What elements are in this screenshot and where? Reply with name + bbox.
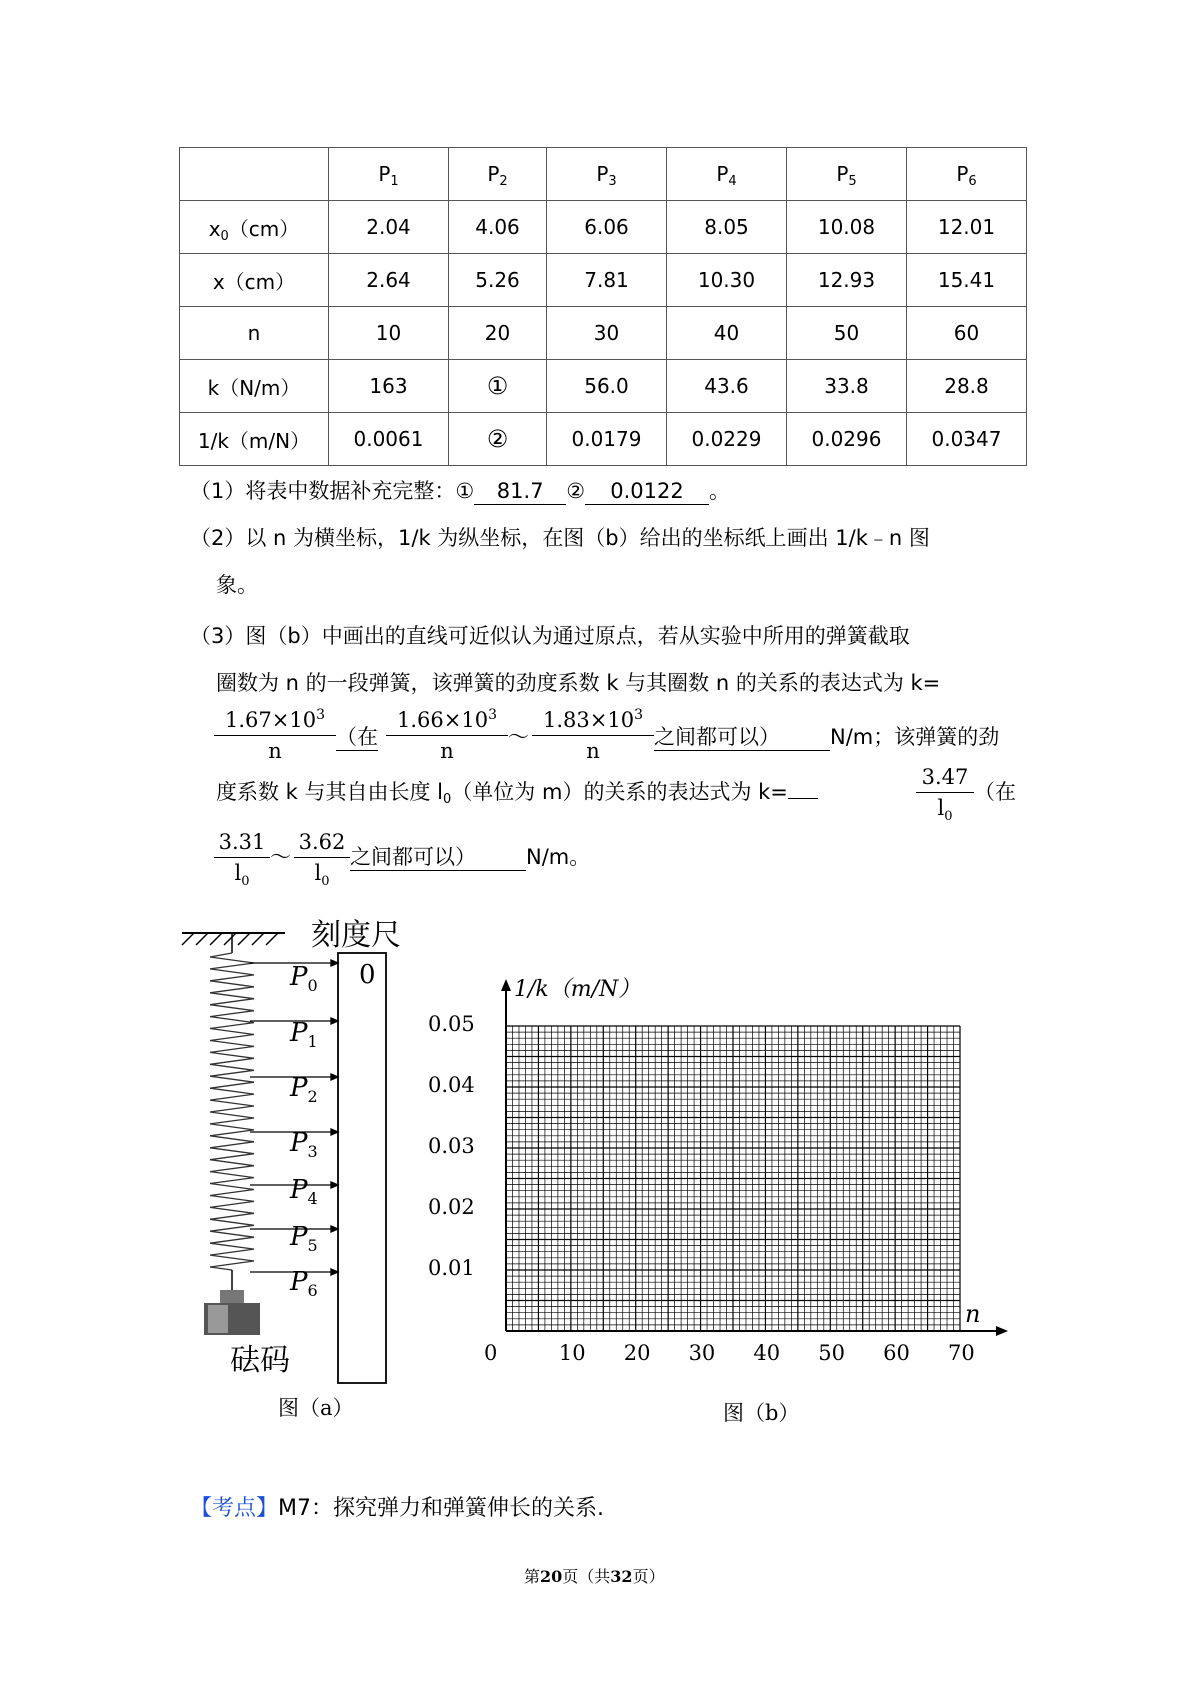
page-number: 20 — [540, 1567, 563, 1586]
x-tick-label: 30 — [688, 1341, 716, 1365]
table-cell: 30 — [547, 307, 667, 360]
tilde-2: ～ — [270, 845, 291, 869]
page-total: 32 — [610, 1567, 633, 1586]
row-label: x（cm） — [180, 254, 329, 307]
x-tick-label: 20 — [623, 1341, 651, 1365]
fraction-numerator: 3.31 — [218, 830, 266, 854]
between-text-1 — [654, 722, 999, 752]
unit-text-2: N/m。 — [526, 845, 591, 869]
row-label: k（N/m） — [180, 360, 329, 413]
table-cell: 10.08 — [787, 201, 907, 254]
table-cell: ② — [449, 413, 547, 466]
between-text: 之间都可以） — [654, 724, 830, 751]
between-text-2: 之间都可以） — [350, 844, 526, 871]
table-header-cell: $P_6$ — [907, 148, 1027, 201]
kaodian-tag: 【考点】 — [190, 1496, 279, 1521]
fraction-k-l0 — [916, 764, 974, 824]
q1-suffix: 。 — [709, 479, 731, 503]
q1-prefix: （1）将表中数据补充完整：① — [190, 479, 475, 503]
unit-text: N/m；该弹簧的劲 — [830, 725, 1000, 749]
question-3-line-4 — [216, 777, 818, 807]
row-label: $x_0(cm)$ — [180, 201, 329, 254]
fraction-numerator: 1.83×10 — [543, 708, 635, 732]
fraction-denominator: n — [440, 739, 454, 763]
ruler-label: 刻度尺 — [311, 918, 401, 953]
table-cell: 0.0347 — [907, 413, 1027, 466]
table-header-cell — [180, 148, 329, 201]
x-tick-label: 50 — [818, 1341, 846, 1365]
table-header-cell: $P_5$ — [787, 148, 907, 201]
exponent: 3 — [316, 707, 325, 723]
table-cell: 5.26 — [449, 254, 547, 307]
kaodian-text: M7：探究弹力和弹簧伸长的关系. — [278, 1496, 604, 1521]
x-tick-label: 10 — [558, 1341, 586, 1365]
point-label-p2: $P_2$ — [290, 1073, 318, 1106]
q1-answer-2: 0.0122 — [585, 478, 709, 505]
table-header-cell: $P_3$ — [547, 148, 667, 201]
table-cell: 163 — [329, 360, 449, 413]
figure-a-caption: 图（a） — [278, 1396, 354, 1420]
fraction-denominator: l — [314, 861, 322, 885]
table-cell: 2.64 — [329, 254, 449, 307]
data-table — [179, 147, 1027, 466]
table-row — [180, 360, 1027, 413]
between-text-2-line — [350, 842, 590, 872]
line-4-text: 度系数 k 与其自由长度 l — [216, 780, 444, 804]
x-tick-label: 60 — [883, 1341, 910, 1365]
table-header-row — [180, 148, 1027, 201]
table-cell: 0.0229 — [667, 413, 787, 466]
table-row — [180, 201, 1027, 254]
question-1 — [190, 476, 730, 506]
table-cell: 33.8 — [787, 360, 907, 413]
fraction-denominator: l — [937, 796, 945, 820]
x-tick-label: 40 — [753, 1341, 781, 1365]
fraction-numerator: 3.47 — [921, 765, 969, 789]
exponent: 3 — [488, 707, 497, 723]
figure-b-graph — [430, 975, 1010, 1355]
table-cell: 7.81 — [547, 254, 667, 307]
x-tick-label: 70 — [948, 1341, 975, 1365]
fraction-numerator: 1.66×10 — [397, 708, 489, 732]
table-cell: ① — [449, 360, 547, 413]
table-cell: 0.0179 — [547, 413, 667, 466]
fraction-denominator: l — [234, 861, 242, 885]
x-axis-label: n — [965, 1300, 981, 1328]
x-axis-arrow — [996, 1326, 1008, 1336]
page-footer: 第20页（共32页） — [524, 1567, 665, 1586]
fraction-denominator: n — [586, 739, 600, 763]
table-cell: 8.05 — [667, 201, 787, 254]
figure-b-caption: 图（b） — [723, 1401, 800, 1425]
y-axis-label: 1/k（m/N） — [514, 977, 641, 1002]
point-label-p0: $P_0$ — [290, 962, 318, 995]
table-cell: 50 — [787, 307, 907, 360]
table-header-cell: $P_2$ — [449, 148, 547, 201]
subscript: 0 — [944, 809, 953, 824]
point-label-p1: $P_1$ — [290, 1018, 318, 1051]
table-cell: 28.8 — [907, 360, 1027, 413]
table-header-cell: $P_1$ — [329, 148, 449, 201]
table-cell: 2.04 — [329, 201, 449, 254]
paren-open-2: （在 — [974, 780, 1016, 804]
subscript: 0 — [241, 874, 250, 889]
table-cell: 56.0 — [547, 360, 667, 413]
y-tick-label: 0.01 — [428, 1256, 475, 1280]
fraction-k-n — [214, 707, 336, 764]
table-row — [180, 413, 1027, 466]
fraction-k-n-lower — [386, 707, 508, 764]
table-cell: 15.41 — [907, 254, 1027, 307]
y-tick-label: 0.05 — [428, 1012, 475, 1036]
line-4-rest: （单位为 m）的关系的表达式为 k= — [451, 780, 788, 804]
exponent: 3 — [634, 707, 643, 723]
table-cell: 12.93 — [787, 254, 907, 307]
table-cell: 12.01 — [907, 201, 1027, 254]
subscript: 0 — [321, 874, 330, 889]
point-label-p4: $P_4$ — [290, 1175, 318, 1208]
table-cell: 10.30 — [667, 254, 787, 307]
ruler-zero-label: 0 — [359, 960, 376, 990]
kaodian — [190, 1494, 604, 1524]
paren-open-text: （在 — [336, 725, 378, 749]
table-cell: 43.6 — [667, 360, 787, 413]
fraction-k-n-upper — [532, 707, 654, 764]
point-label-p6: $P_6$ — [290, 1267, 318, 1300]
y-tick-label: 0.04 — [428, 1073, 475, 1097]
table-cell: 10 — [329, 307, 449, 360]
table-cell: 60 — [907, 307, 1027, 360]
table-header-cell: $P_4$ — [667, 148, 787, 201]
weight-label: 砝码 — [230, 1343, 290, 1378]
fraction-numerator: 1.67×10 — [225, 708, 317, 732]
table-cell: 20 — [449, 307, 547, 360]
y-tick-label: 0.02 — [428, 1195, 475, 1219]
table-cell: 40 — [667, 307, 787, 360]
point-label-p3: $P_3$ — [290, 1128, 318, 1161]
tilde: ～ — [508, 725, 529, 749]
table-cell: 4.06 — [449, 201, 547, 254]
q1-mid: ② — [566, 479, 586, 503]
q1-answer-1: 81.7 — [474, 478, 566, 505]
y-axis-arrow — [501, 979, 511, 991]
y-tick-label: 0.03 — [428, 1134, 475, 1158]
fraction-k-l0-upper — [294, 829, 350, 889]
point-label-p5: $P_5$ — [290, 1222, 318, 1255]
question-3-line-1: （3）图（b）中画出的直线可近似认为通过原点，若从实验中所用的弹簧截取 — [190, 624, 910, 648]
question-2-line-1: （2）以 n 为横坐标，1/k 为纵坐标，在图（b）给出的坐标纸上画出 1/k﹣n 图 — [190, 526, 930, 550]
table-row — [180, 254, 1027, 307]
row-label: 1/k（m/N） — [180, 413, 329, 466]
fraction-numerator: 3.62 — [298, 830, 346, 854]
table-row — [180, 307, 1027, 360]
subscript: 0 — [443, 792, 452, 807]
fraction-denominator: n — [268, 739, 282, 763]
row-label: n — [180, 307, 329, 360]
question-3-line-2: 圈数为 n 的一段弹簧，该弹簧的劲度系数 k 与其圈数 n 的关系的表达式为 k= — [216, 671, 941, 695]
x-tick-label: 0 — [484, 1341, 498, 1365]
table-cell: 0.0296 — [787, 413, 907, 466]
table-cell: 0.0061 — [329, 413, 449, 466]
question-2-line-2: 象。 — [216, 573, 258, 597]
fraction-k-l0-lower — [214, 829, 270, 889]
table-cell: 6.06 — [547, 201, 667, 254]
paren-open — [336, 722, 378, 752]
